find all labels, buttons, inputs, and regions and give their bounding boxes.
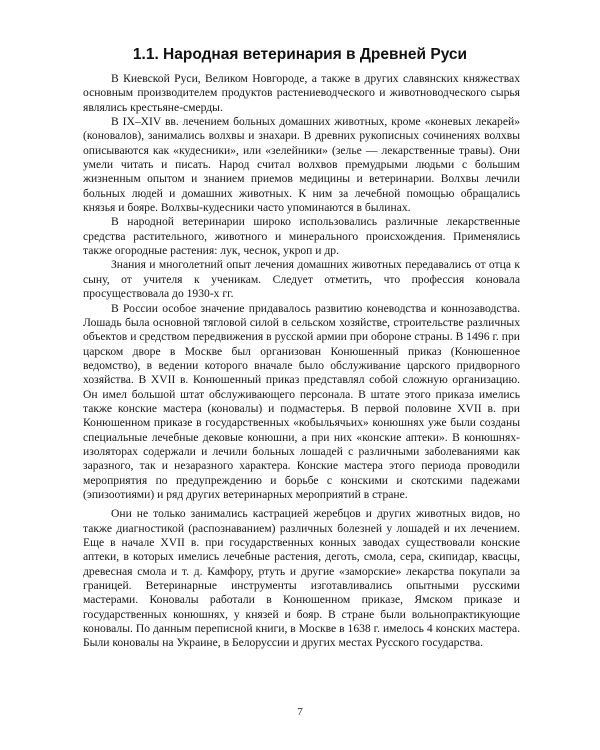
paragraph: Они не только занимались кастрацией жеребцов и других животных видов, но также диагностикой (распознаванием) различных болезней у лошадей и их лечением. Еще в начале XVII в. при государственных конных заводах существовали конские аптеки, в которых имелись лечебные растения, деготь, смола, сера, скипидар, квасцы, древесная смола и т. д. Камфору, ртуть и другие «заморские» лекарства покупали за границей. Ветеринарные инструменты изготавливались опытными русскими мастерами. Коновалы работали в Конюшенном приказе, Ямском приказе и государственных конюшнях, у князей и бояр. В стране были вольнопрактикующие коновалы. По данным переписной книги, в Москве в 1638 г. имелось 4 конских мастера. Были коновалы на Украине, в Белоруссии и других местах Русского государства.	[83, 507, 520, 650]
paragraph: В IX–XIV вв. лечением больных домашних животных, кроме «коневых лекарей» (коновалов), занимались волхвы и знахари. В древних рукописных сочинениях волхвы описываются как «кудесники», или «зелейники» (зелье — лекарственные травы). Они умели читать и писать. Народ считал волхвов премудрыми людьми с большим жизненным опытом и знанием приемов медицины и ветеринарии. Волхвы лечили больных людей и домашних животных. К ним за лечебной помощью обращались князья и бояре. Волхвы-кудесники часто упоминаются в былинах.	[83, 115, 520, 215]
body-text	[83, 72, 520, 651]
page-number: 7	[297, 706, 303, 718]
paragraph: В Киевской Руси, Великом Новгороде, а также в других славянских княжествах основным производителем продуктов растениеводческого и животноводческого сырья являлись крестьяне-смерды.	[83, 72, 520, 114]
paragraph: В народной ветеринарии широко использовались различные лекарственные средства растительного, животного и минерального происхождения. Применялись также огородные растения: лук, чеснок, укроп и др.	[83, 215, 520, 258]
paragraph: В России особое значение придавалось развитию коневодства и коннозаводства. Лошадь была основной тягловой силой в сельском хозяйстве, строительстве различных объектов и средством передвижения в русской армии при обороне страны. В 1496 г. при царском дворе в Москве был организован Конюшенный приказ (Конюшенное ведомство), в ведении которого вначале было обслуживание царского придворного хозяйства. В XVII в. Конюшенный приказ представлял собой сложную организацию. Он имел большой штат обслуживающего персонала. В штате этого приказа имелись также конские мастера (коновалы) и подмастерья. В первой половине XVII в. при Конюшенном приказе в государственных «кобыльячьих» конюшнях уже были созданы специальные лечебные дековые конюшни, а при них «конские аптеки». В конюшнях-изоляторах содержали и лечили больных лошадей с различными заболеваниями как заразного, так и незаразного характера. Конские мастера этого периода проводили мероприятия по предупреждению и борьбе с конскими и скотскими падежами (эпизоотиями) и ряд других ветеринарных мероприятий в стране.	[83, 301, 521, 501]
section-title: 1.1. Народная ветеринария в Древней Руси	[132, 46, 468, 63]
paragraph: Знания и многолетний опыт лечения домашних животных передавались от отца к сыну, от учителя к ученикам. Следует отметить, что профессия коновала просуществовала до 1930-х гг.	[83, 258, 520, 301]
